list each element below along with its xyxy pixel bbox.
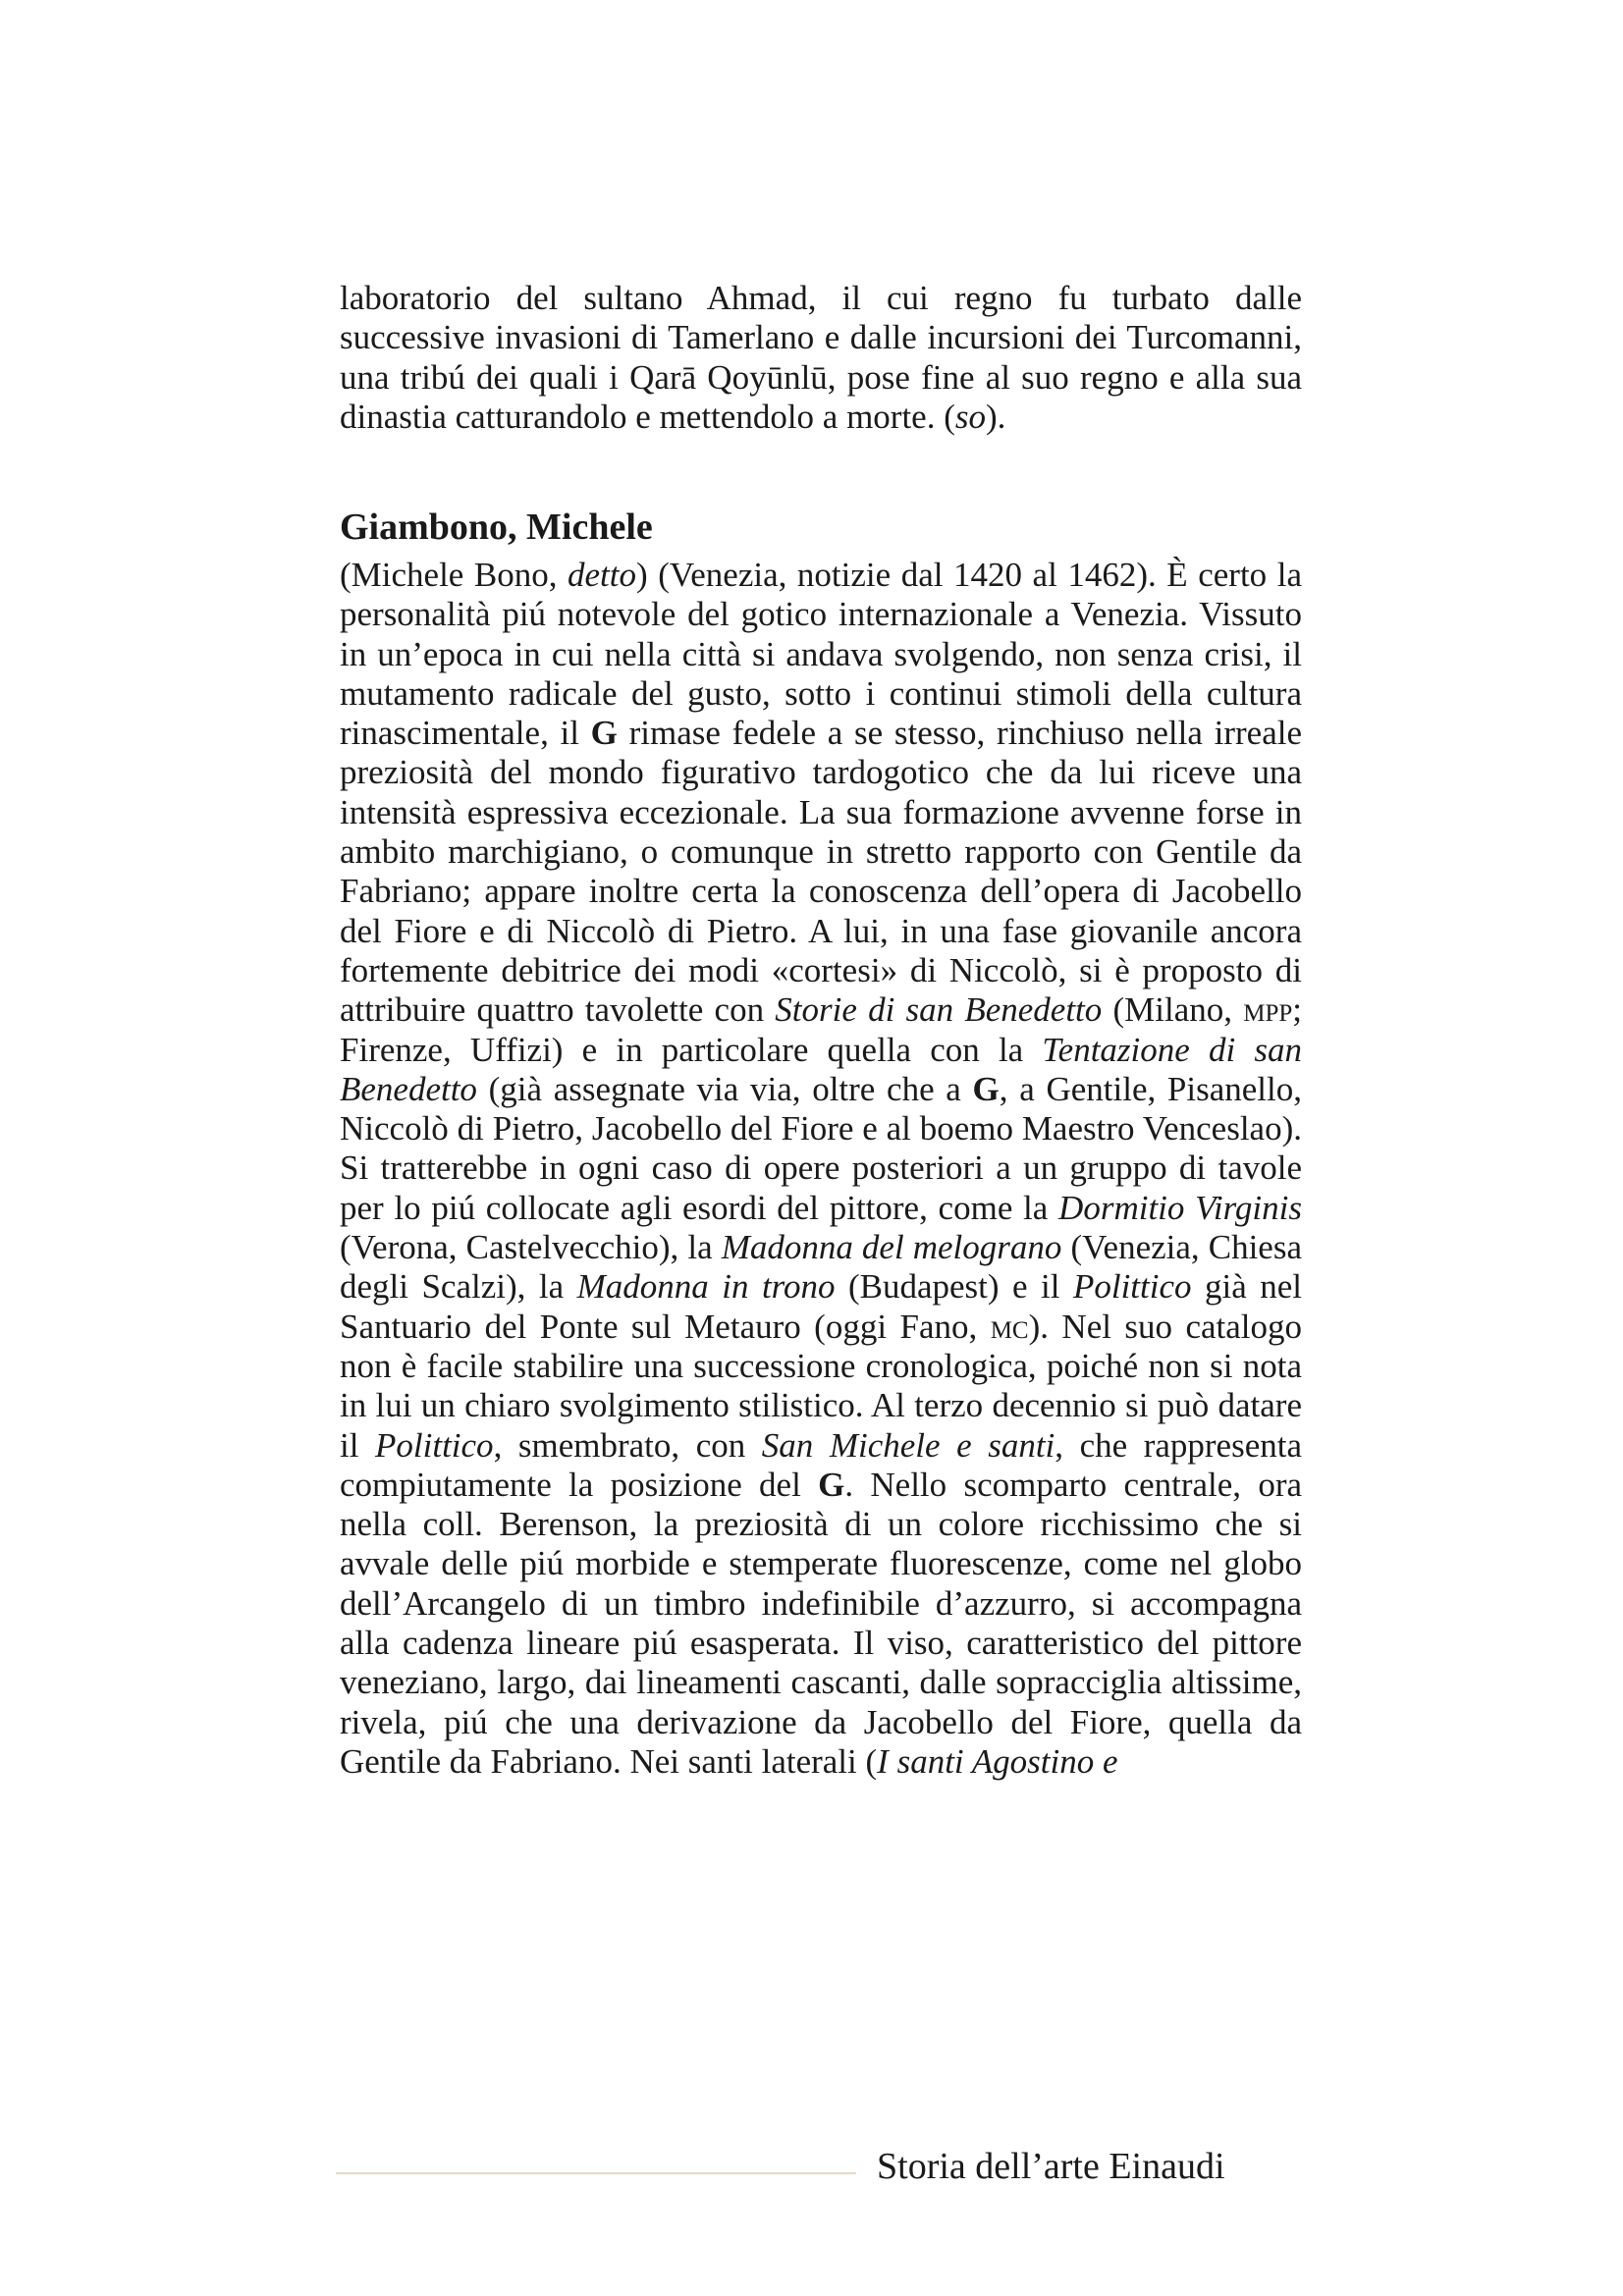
footer-rule	[336, 2172, 856, 2174]
artwork-title: Storie di san Benedetto	[775, 990, 1103, 1030]
bold-abbreviation: G	[972, 1069, 1000, 1108]
text-run: (Milano,	[1102, 990, 1244, 1030]
entry-paragraph	[340, 556, 1302, 1782]
museum-abbreviation: mc	[990, 1307, 1029, 1346]
text-run: già nel Santuario del Ponte sul Metauro (oggi Fano,	[340, 1267, 1302, 1346]
text-run: (Michele Bono,	[340, 556, 568, 594]
text-run: rimase fedele a se stesso, rinchiuso nella irreale preziosità del mondo figurativo tardogotico che da lui riceve una intensità espressiva eccezionale. La sua formazione avvenne forse in ambito marchigiano, o comunque in stretto rapporto con Gentile da Fabriano; appare inoltre certa la conoscenza dell’opera di Jacobello del Fiore e di Niccolò di Pietro. A lui, in una fase giovanile ancora fortemente debitrice dei modi «cortesi» di Niccolò, si è proposto di attribuire quattro tavolette con	[340, 714, 1302, 1030]
text-run: (Verona, Castelvecchio), la	[340, 1228, 722, 1267]
text-run: . Nello scomparto centrale, ora nella coll. Berenson, la preziosità di un colore ricchissimo che si avvale delle piú morbide e stemperate fluorescenze, come nel globo dell’Arcangelo di un timbro indefinibile d’azzurro, si accompagna alla cadenza lineare piú esasperata. Il viso, caratteristico del pittore veneziano, largo, dai lineamenti cascanti, dalle sopracciglia altissime, rivela, piú che una derivazione da Jacobello del Fiore, quella da Gentile da Fabriano. Nei santi laterali (	[340, 1465, 1303, 1781]
text-run: , a Gentile, Pisanello, Niccolò di Pietro, Jacobello del Fiore e al boemo Maestro Venceslao). Si tratterebbe in ogni caso di opere posteriori a un gruppo di tavole per lo piú collocate agli esordi del pittore, come la	[340, 1069, 1302, 1227]
artwork-title: I santi Agostino e	[877, 1741, 1118, 1781]
text-run: ) (Venezia, notizie dal 1420 al 1462). È certo la personalità piú notevole del gotico internazionale a Venezia. Vissuto in un’epoca in cui nella città si andava svolgendo, non senza crisi, il mutamento radicale del gusto, sotto i continui stimoli della cultura rinascimentale, il	[340, 556, 1302, 753]
italic-text: detto	[568, 556, 636, 594]
artwork-title: Polittico	[1072, 1267, 1192, 1307]
artwork-title: Madonna del melograno	[721, 1228, 1062, 1267]
intro-text-run: laboratorio del sultano Ahmad, il cui regno fu turbato dalle successive invasioni di Tamerlano e dalle incursioni dei Turcomanni, una tribú dei quali i Qarā Qoyūnlū, pose fine al suo regno e alla sua dinastia catturandolo e mettendolo a morte. (	[340, 279, 1302, 436]
intro-text-run: ).	[986, 397, 1006, 436]
artwork-title: Dormitio Virginis	[1058, 1188, 1303, 1227]
text-run: , smembrato, con	[493, 1425, 762, 1465]
bold-abbreviation: G	[590, 714, 618, 753]
artwork-title: Polittico	[375, 1425, 494, 1465]
artwork-title: Tentazione di san Benedetto	[340, 1030, 1302, 1108]
text-run: , che rappresenta compiutamente la posizione del	[340, 1425, 1303, 1504]
entry-heading: Giambono, Michele	[340, 507, 653, 548]
author-initials: so	[954, 397, 986, 436]
intro-paragraph	[340, 279, 1302, 437]
text-run: (già assegnate via via, oltre che a	[476, 1069, 973, 1108]
text-run: ). Nel suo catalogo non è facile stabilire una successione cronologica, poiché non si nota in lui un chiaro svolgimento stilistico. Al terzo decennio si può datare il	[340, 1307, 1302, 1465]
artwork-title: San Michele e santi	[761, 1425, 1055, 1465]
footer-title: Storia dell’arte Einaudi	[877, 2146, 1225, 2187]
text-run: (Venezia, Chiesa degli Scalzi), la	[340, 1228, 1302, 1307]
entry-body	[340, 556, 1302, 1782]
bold-abbreviation: G	[818, 1465, 845, 1504]
museum-abbreviation: mpp	[1243, 990, 1293, 1030]
text-run: (Budapest) e il	[835, 1267, 1073, 1307]
intro-text	[340, 279, 1302, 437]
text-run: ; Firenze, Uffizi) e in particolare quella con la	[340, 990, 1302, 1069]
artwork-title: Madonna in trono	[576, 1267, 836, 1307]
